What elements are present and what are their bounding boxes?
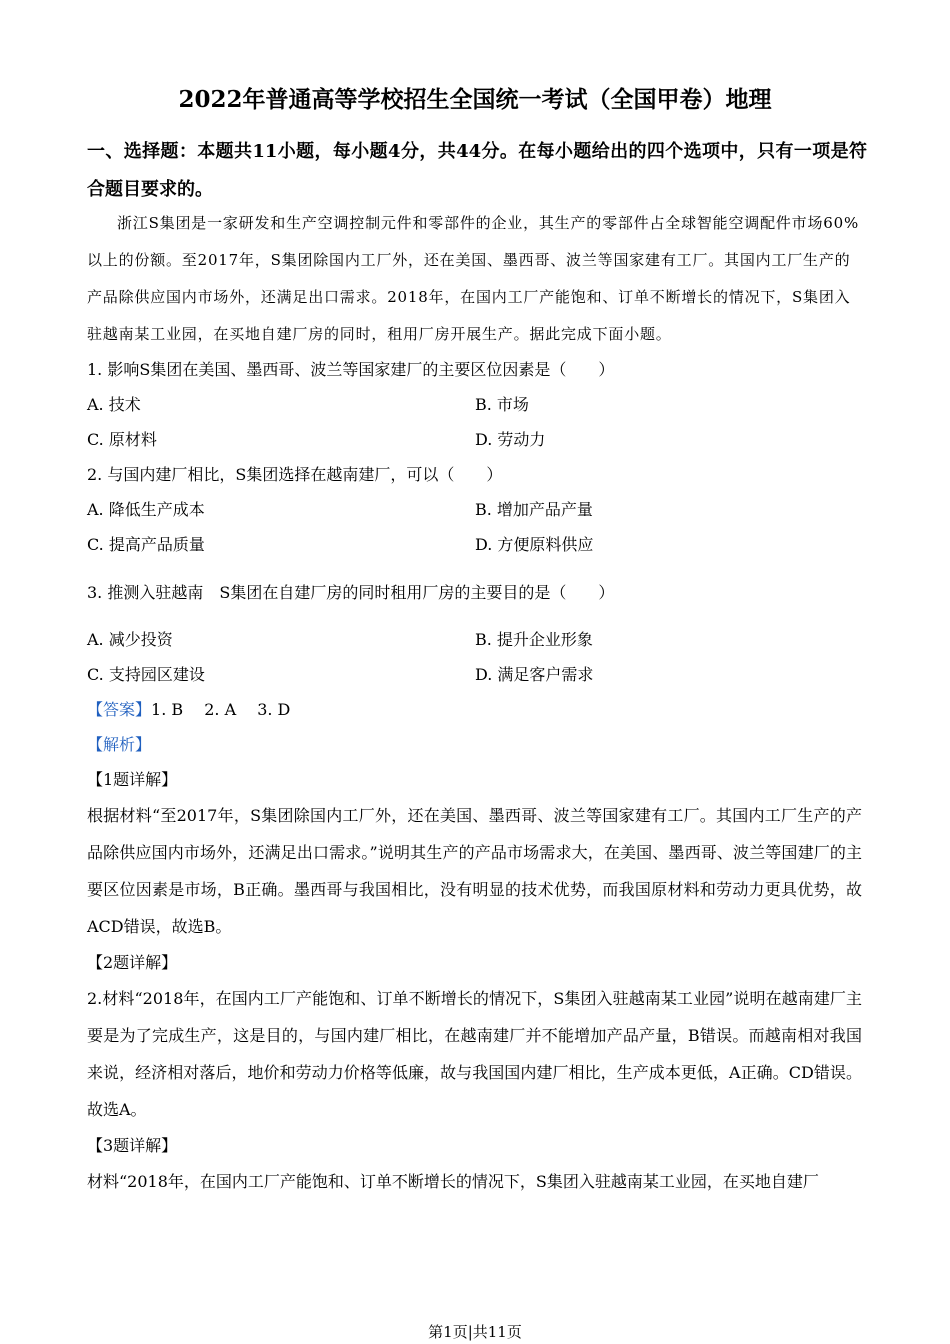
question-2-option-a: A. 降低生产成本 xyxy=(87,500,205,519)
answer-line xyxy=(87,698,290,722)
analysis-label: 【解析】 xyxy=(87,735,152,754)
question-1-stem: 1. 影响S集团在美国、墨西哥、波兰等国家建厂的主要区位因素是（ ） xyxy=(87,360,615,379)
page-footer: 第1页|共11页 xyxy=(428,1323,522,1341)
question-3-option-b: B. 提升企业形象 xyxy=(475,630,593,649)
detail-2-text: 2.材料“2018年，在国内工厂产能饱和、订单不断增长的情况下，S集团入驻越南某工业园”说明在越南建厂主要是为了完成生产，这是目的，与国内建厂相比，在越南建厂并不能增加产品产量，B错误。而越南相对我国来说，经济相对落后，地价和劳动力价格等低廉，故与我国国内建厂相比，生产成本更低，A正确。CD错误。故选A。 xyxy=(87,989,862,1119)
detail-2-label: 【2题详解】 xyxy=(87,953,178,972)
reading-passage: 浙江S集团是一家研发和生产空调控制元件和零部件的企业，其生产的零部件占全球智能空调配件市场60%以上的份额。至2017年，S集团除国内工厂外，还在美国、墨西哥、波兰等国家建有工厂。其国内工厂生产的产品除供应国内市场外，还满足出口需求。2018年，在国内工厂产能饱和、订单不断增长的情况下，S集团入驻越南某工业园，在买地自建厂房的同时，租用厂房开展生产。据此完成下面小题。 xyxy=(87,214,860,343)
question-1-option-a: A. 技术 xyxy=(87,395,141,414)
question-3-option-a: A. 减少投资 xyxy=(87,630,173,649)
question-3-option-c: C. 支持园区建设 xyxy=(87,665,205,684)
document-title: 2022年普通高等学校招生全国统一考试（全国甲卷）地理 xyxy=(178,86,772,113)
question-1-option-b: B. 市场 xyxy=(475,395,529,414)
detail-1-text: 根据材料“至2017年，S集团除国内工厂外，还在美国、墨西哥、波兰等国家建有工厂。其国内工厂生产的产品除供应国内市场外，还满足出口需求。”说明其生产的产品市场需求大，在美国、墨西哥、波兰等国建厂的主要区位因素是市场，B正确。墨西哥与我国相比，没有明显的技术优势，而我国原材料和劳动力更具优势，故ACD错误，故选B。 xyxy=(87,806,862,936)
question-2-option-d: D. 方便原料供应 xyxy=(475,535,594,554)
question-1-option-d: D. 劳动力 xyxy=(475,430,546,449)
question-3-stem: 3. 推测入驻越南 S集团在自建厂房的同时租用厂房的主要目的是（ ） xyxy=(87,583,615,602)
question-2-option-b: B. 增加产品产量 xyxy=(475,500,593,519)
question-2-option-c: C. 提高产品质量 xyxy=(87,535,205,554)
detail-3-label: 【3题详解】 xyxy=(87,1136,178,1155)
section-heading: 一、选择题：本题共11小题，每小题4分，共44分。在每小题给出的四个选项中，只有一项是符合题目要求的。 xyxy=(87,141,867,200)
question-3-option-d: D. 满足客户需求 xyxy=(475,665,594,684)
question-1-option-c: C. 原材料 xyxy=(87,430,157,449)
answer-text: 1. B 2. A 3. D xyxy=(151,700,291,719)
detail-3-text: 材料“2018年，在国内工厂产能饱和、订单不断增长的情况下，S集团入驻越南某工业园，在买地自建厂 xyxy=(87,1172,819,1191)
question-2-stem: 2. 与国内建厂相比，S集团选择在越南建厂，可以（ ） xyxy=(87,465,503,484)
detail-1-label: 【1题详解】 xyxy=(87,770,178,789)
answer-label: 【答案】 xyxy=(87,700,152,719)
